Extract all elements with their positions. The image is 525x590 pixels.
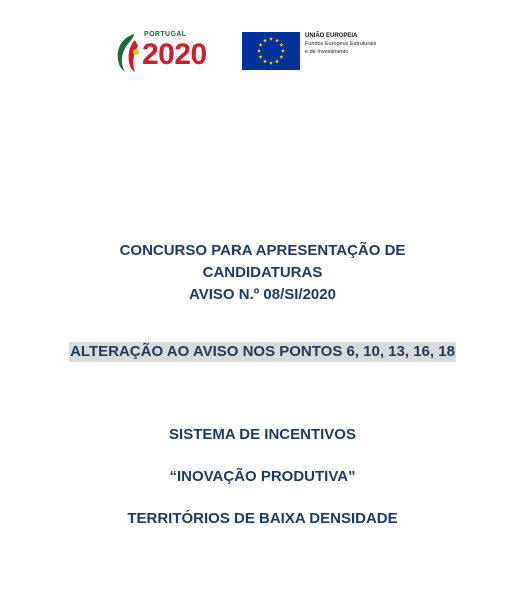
portugal-emblem-icon	[112, 30, 142, 74]
eu-flag-icon	[242, 32, 300, 70]
program-heading: “INOVAÇÃO PRODUTIVA”	[169, 468, 356, 485]
eu-text-block	[305, 32, 376, 57]
header-logos	[112, 30, 412, 74]
eu-line-2: e de Investimento	[305, 48, 349, 55]
title-line-1: CONCURSO PARA APRESENTAÇÃO DE	[119, 242, 406, 259]
amendment-wrap	[0, 342, 525, 362]
portugal-year: 2020	[142, 38, 207, 71]
title-line-2: CANDIDATURAS	[202, 264, 323, 281]
eu-line-1: Fundos Europeus Estruturais	[305, 40, 377, 47]
system-heading: SISTEMA DE INCENTIVOS	[169, 426, 356, 443]
title-line-3: AVISO N.º 08/SI/2020	[189, 286, 336, 303]
amendment-notice: ALTERAÇÃO AO AVISO NOS PONTOS 6, 10, 13, 16, 18	[70, 343, 455, 360]
territory-heading: TERRITÓRIOS DE BAIXA DENSIDADE	[127, 510, 398, 527]
portugal-label: PORTUGAL	[144, 31, 187, 38]
portugal-2020-logo	[112, 30, 237, 74]
eu-title: UNIÃO EUROPEIA	[305, 33, 358, 39]
